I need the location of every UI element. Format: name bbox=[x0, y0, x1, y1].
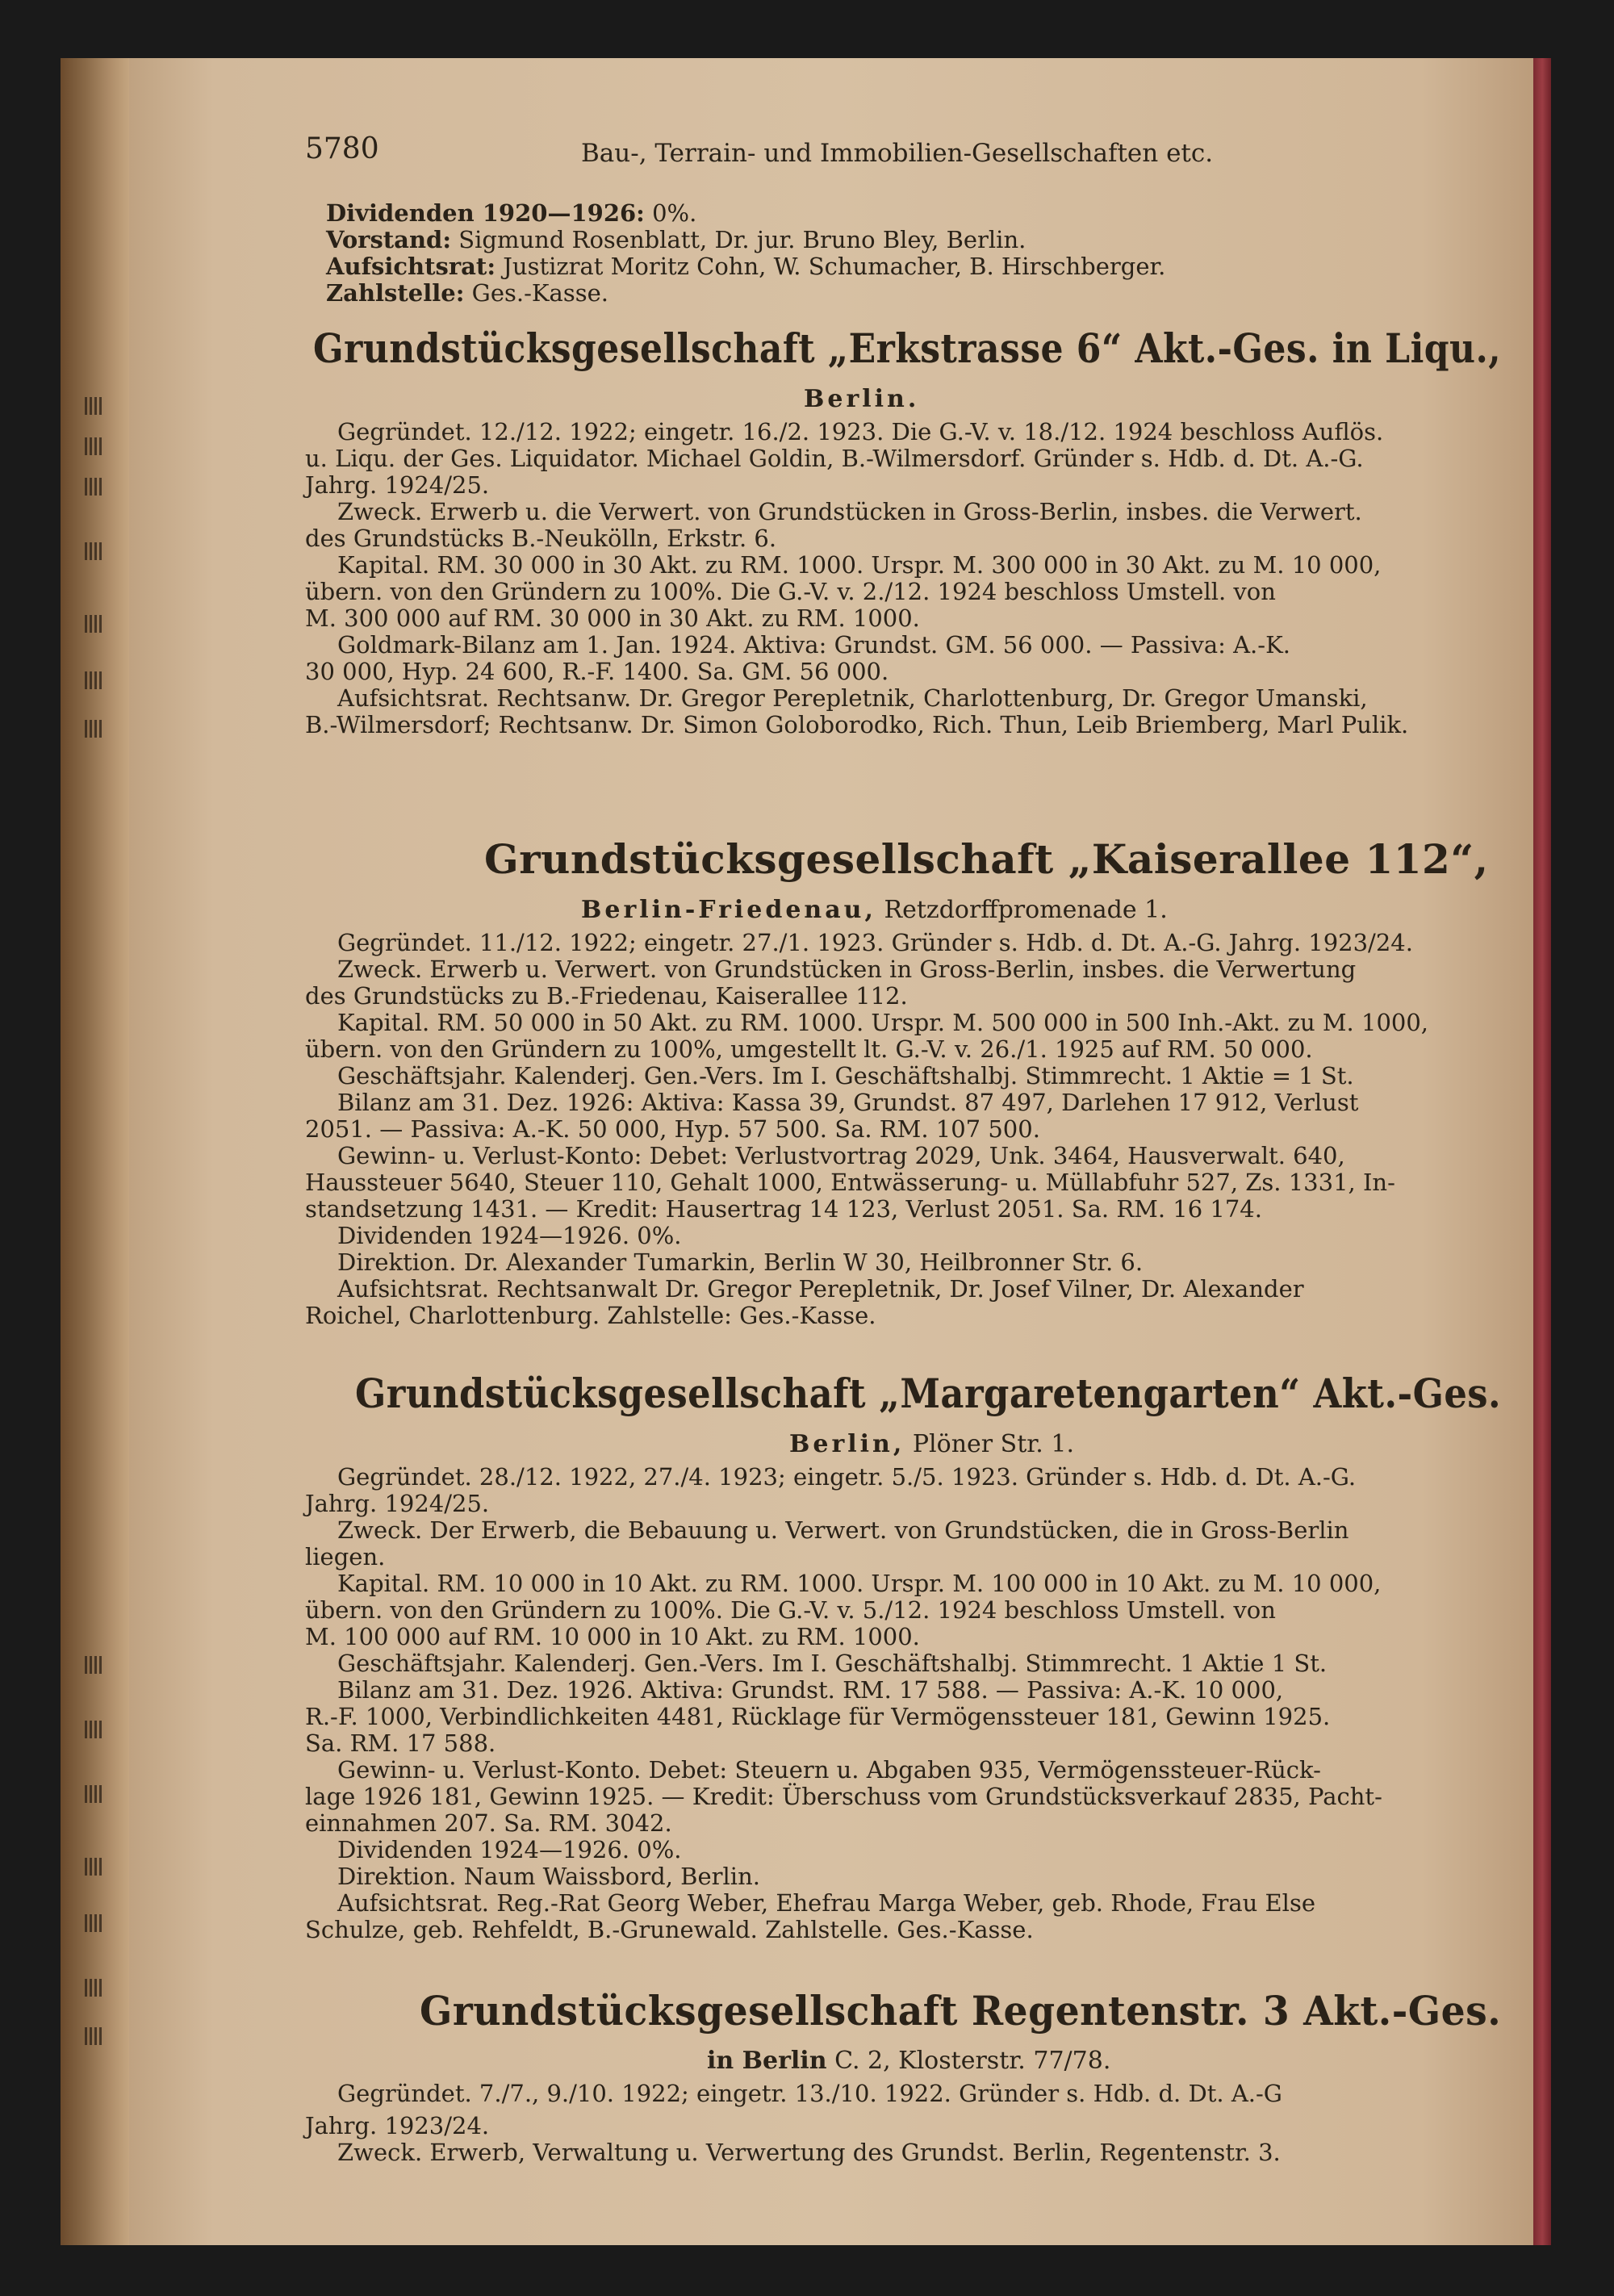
entry-line: Dividenden 1924—1926. 0%. bbox=[337, 1222, 682, 1249]
entry-line: 2051. — Passiva: A.-K. 50 000, Hyp. 57 500. Sa. RM. 107 500. bbox=[305, 1115, 1040, 1143]
book-cover-edge bbox=[1533, 58, 1551, 2245]
entry-line: Jahrg. 1924/25. bbox=[305, 1490, 490, 1517]
entry-line: Kapital. RM. 30 000 in 30 Akt. zu RM. 1000. Urspr. M. 300 000 in 30 Akt. zu M. 10 000, bbox=[337, 551, 1382, 579]
preamble-line: Zahlstelle: Ges.-Kasse. bbox=[326, 279, 608, 307]
entry-line: lage 1926 181, Gewinn 1925. — Kredit: Überschuss vom Grundstücksverkauf 2835, Pacht- bbox=[305, 1783, 1382, 1810]
company-location: Berlin. bbox=[804, 385, 920, 413]
entry-line: Zweck. Erwerb, Verwaltung u. Verwertung des Grundst. Berlin, Regentenstr. 3. bbox=[337, 2139, 1281, 2166]
entry-line: Bilanz am 31. Dez. 1926: Aktiva: Kassa 39, Grundst. 87 497, Darlehen 17 912, Verlust bbox=[337, 1089, 1359, 1116]
entry-line: des Grundstücks B.-Neukölln, Erkstr. 6. bbox=[305, 525, 777, 552]
company-title: Grundstücksgesellschaft „Margaretengarten“ Akt.-Ges. bbox=[355, 1370, 1502, 1417]
entry-line: Sa. RM. 17 588. bbox=[305, 1729, 496, 1757]
company-title: Grundstücksgesellschaft „Kaiserallee 112“, bbox=[484, 835, 1489, 883]
document-page bbox=[129, 58, 1533, 2245]
entry-line: Jahrg. 1924/25. bbox=[305, 471, 490, 499]
entry-line: Gewinn- u. Verlust-Konto: Debet: Verlustvortrag 2029, Unk. 3464, Hausverwalt. 640, bbox=[337, 1142, 1345, 1169]
entry-line: Roichel, Charlottenburg. Zahlstelle: Ges.-Kasse. bbox=[305, 1302, 876, 1329]
entry-line: des Grundstücks zu B.-Friedenau, Kaiserallee 112. bbox=[305, 982, 908, 1010]
entry-line: Aufsichtsrat. Rechtsanw. Dr. Gregor Perepletnik, Charlottenburg, Dr. Gregor Umanski, bbox=[337, 684, 1368, 712]
entry-line: M. 100 000 auf RM. 10 000 in 10 Akt. zu RM. 1000. bbox=[305, 1623, 920, 1650]
entry-line: Gegründet. 12./12. 1922; eingetr. 16./2. 1923. Die G.-V. v. 18./12. 1924 beschloss Auflös. bbox=[337, 418, 1384, 445]
entry-line: Gegründet. 7./7., 9./10. 1922; eingetr. 13./10. 1922. Gründer s. Hdb. d. Dt. A.-G bbox=[337, 2080, 1282, 2107]
entry-line: Kapital. RM. 10 000 in 10 Akt. zu RM. 1000. Urspr. M. 100 000 in 10 Akt. zu M. 10 000, bbox=[337, 1570, 1382, 1597]
entry-line: B.-Wilmersdorf; Rechtsanw. Dr. Simon Goloborodko, Rich. Thun, Leib Briemberg, Marl Pulik. bbox=[305, 711, 1409, 738]
book-spine-edge bbox=[61, 58, 133, 2245]
company-title: Grundstücksgesellschaft Regentenstr. 3 Akt.-Ges. bbox=[420, 1987, 1502, 2035]
entry-line: Gegründet. 28./12. 1922, 27./4. 1923; eingetr. 5./5. 1923. Gründer s. Hdb. d. Dt. A.-G. bbox=[337, 1463, 1357, 1491]
entry-line: Geschäftsjahr. Kalenderj. Gen.-Vers. Im I. Geschäftshalbj. Stimmrecht. 1 Aktie 1 St. bbox=[337, 1650, 1328, 1677]
preamble-line: Aufsichtsrat: Justizrat Moritz Cohn, W. Schumacher, B. Hirschberger. bbox=[326, 253, 1166, 280]
entry-line: Haussteuer 5640, Steuer 110, Gehalt 1000, Entwässerung- u. Müllabfuhr 527, Zs. 1331, In- bbox=[305, 1169, 1395, 1196]
company-location: Berlin-Friedenau, Retzdorffpromenade 1. bbox=[581, 896, 1168, 924]
entry-line: einnahmen 207. Sa. RM. 3042. bbox=[305, 1809, 672, 1837]
entry-line: übern. von den Gründern zu 100%, umgestellt lt. G.-V. v. 26./1. 1925 auf RM. 50 000. bbox=[305, 1035, 1313, 1063]
entry-line: Direktion. Dr. Alexander Tumarkin, Berlin W 30, Heilbronner Str. 6. bbox=[337, 1248, 1144, 1276]
entry-line: Schulze, geb. Rehfeldt, B.-Grunewald. Zahlstelle. Ges.-Kasse. bbox=[305, 1916, 1034, 1943]
company-location: in Berlin C. 2, Klosterstr. 77/78. bbox=[707, 2047, 1111, 2075]
entry-line: Dividenden 1924—1926. 0%. bbox=[337, 1836, 682, 1863]
entry-line: Direktion. Naum Waissbord, Berlin. bbox=[337, 1863, 760, 1890]
entry-line: Bilanz am 31. Dez. 1926. Aktiva: Grundst. RM. 17 588. — Passiva: A.-K. 10 000, bbox=[337, 1676, 1284, 1704]
entry-line: Zweck. Erwerb u. Verwert. von Grundstücken in Gross-Berlin, insbes. die Verwertung bbox=[337, 956, 1357, 983]
company-location: Berlin, Plöner Str. 1. bbox=[789, 1430, 1075, 1458]
preamble-line: Vorstand: Sigmund Rosenblatt, Dr. jur. Bruno Bley, Berlin. bbox=[326, 226, 1027, 253]
entry-line: M. 300 000 auf RM. 30 000 in 30 Akt. zu RM. 1000. bbox=[305, 604, 920, 632]
entry-line: Jahrg. 1923/24. bbox=[305, 2112, 490, 2139]
entry-line: Aufsichtsrat. Reg.-Rat Georg Weber, Ehefrau Marga Weber, geb. Rhode, Frau Else bbox=[337, 1889, 1315, 1917]
entry-line: Gegründet. 11./12. 1922; eingetr. 27./1. 1923. Gründer s. Hdb. d. Dt. A.-G. Jahrg. 1923/24. bbox=[337, 929, 1413, 956]
entry-line: Aufsichtsrat. Rechtsanwalt Dr. Gregor Perepletnik, Dr. Josef Vilner, Dr. Alexander bbox=[337, 1275, 1304, 1303]
entry-line: Gewinn- u. Verlust-Konto. Debet: Steuern u. Abgaben 935, Vermögenssteuer-Rück- bbox=[337, 1756, 1321, 1784]
preamble-line: Dividenden 1920—1926: 0%. bbox=[326, 199, 697, 227]
entry-line: Zweck. Erwerb u. die Verwert. von Grundstücken in Gross-Berlin, insbes. die Verwert. bbox=[337, 498, 1362, 525]
entry-line: liegen. bbox=[305, 1543, 386, 1570]
entry-line: Zweck. Der Erwerb, die Bebauung u. Verwert. von Grundstücken, die in Gross-Berlin bbox=[337, 1516, 1349, 1544]
running-title: Bau-, Terrain- und Immobilien-Gesellschaften etc. bbox=[581, 139, 1214, 168]
entry-line: Goldmark-Bilanz am 1. Jan. 1924. Aktiva: Grundst. GM. 56 000. — Passiva: A.-K. bbox=[337, 631, 1290, 659]
entry-line: R.-F. 1000, Verbindlichkeiten 4481, Rücklage für Vermögenssteuer 181, Gewinn 1925. bbox=[305, 1703, 1331, 1730]
entry-line: 30 000, Hyp. 24 600, R.-F. 1400. Sa. GM. 56 000. bbox=[305, 658, 889, 685]
entry-line: Geschäftsjahr. Kalenderj. Gen.-Vers. Im I. Geschäftshalbj. Stimmrecht. 1 Aktie = 1 St. bbox=[337, 1062, 1354, 1089]
entry-line: u. Liqu. der Ges. Liquidator. Michael Goldin, B.-Wilmersdorf. Gründer s. Hdb. d. Dt. A.-G. bbox=[305, 445, 1364, 472]
page-number: 5780 bbox=[305, 132, 379, 165]
entry-line: Kapital. RM. 50 000 in 50 Akt. zu RM. 1000. Urspr. M. 500 000 in 500 Inh.-Akt. zu M. 1000, bbox=[337, 1009, 1429, 1036]
entry-line: standsetzung 1431. — Kredit: Hausertrag 14 123, Verlust 2051. Sa. RM. 16 174. bbox=[305, 1195, 1262, 1223]
entry-line: übern. von den Gründern zu 100%. Die G.-V. v. 5./12. 1924 beschloss Umstell. von bbox=[305, 1596, 1276, 1624]
entry-line: übern. von den Gründern zu 100%. Die G.-V. v. 2./12. 1924 beschloss Umstell. von bbox=[305, 578, 1276, 605]
company-title: Grundstücksgesellschaft „Erkstrasse 6“ Akt.-Ges. in Liqu., bbox=[313, 324, 1502, 372]
